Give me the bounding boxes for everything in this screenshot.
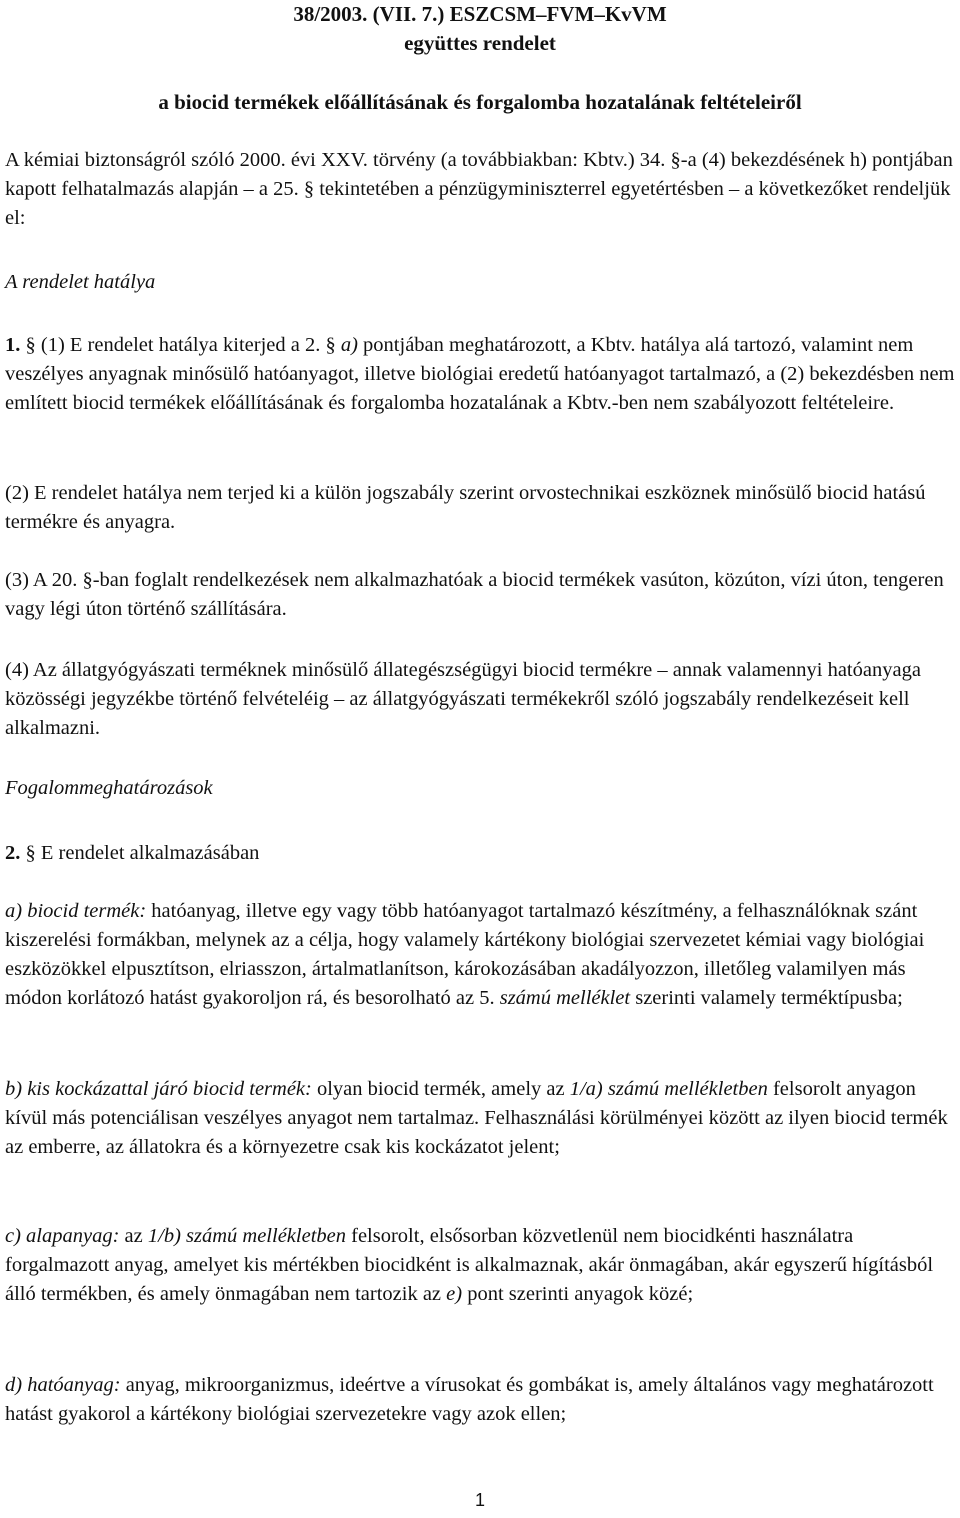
paragraph-1-1 [5,331,955,418]
definition-text: felsorolt, elsősorban közvetlenül nem biocidkénti használatra forgalmazott anyag, amelyet kis mértékben biocidként is alkalmaznak, akár önmagában, akár egyszerű hígításból álló termékben, és amely önmagában nem tartozik az [5,1225,934,1305]
text: § (1) E rendelet hatálya kiterjed a 2. § [20,334,341,356]
section-number: 2. [5,842,21,864]
definition-term: d) hatóanyag: [5,1374,121,1396]
reference: 1/a) számú mellékletben [569,1078,768,1100]
page-number: 1 [474,1490,485,1510]
decree-type: együttes rendelet [404,31,556,55]
definition-b [5,1075,955,1162]
preamble: A kémiai biztonságról szóló 2000. évi XXV. törvény (a továbbiakban: Kbtv.) 34. §-a (4) bekezdésének h) pontjában kapott felhatalmazás alapján – a 25. § tekintetében a pénzügyminiszterrel egyetértésben – a következőket rendeljük el: [5,149,953,229]
definition-term: b) kis kockázattal járó biocid termék: [5,1078,312,1100]
definition-text: az [119,1225,148,1247]
definition-text: pont szerinti anyagok közé; [462,1283,694,1305]
definition-d [5,1371,955,1429]
definition-term: c) alapanyag: [5,1225,120,1247]
definition-text: olyan biocid termék, amely az [311,1078,570,1100]
paragraph-2-intro [5,839,955,868]
definition-text: hatóanyag, illetve egy vagy több hatóanyagot tartalmazó készítmény, a felhasználóknak szánt kiszerelési formákban, melynek az a célja, hogy valamely kártékony biológiai szervezetet kémiai vagy biológiai eszközökkel elpusztítson, elriasszon, ártalmatlanítson, károkozásában akadályozzon, illetőleg valamilyen más módon korlátozó hatást gyakoroljon rá, és besorolható az 5. [5,900,925,1009]
paragraph-1-4: (4) Az állatgyógyászati terméknek minősülő állategészségügyi biocid termékre – annak valamennyi hatóanyaga közösségi jegyzékbe történő felvételéig – az állatgyógyászati termékekről szóló jogszabály rendelkezéseit kell alkalmazni. [5,659,921,739]
reference: a) [340,334,358,356]
decree-title: a biocid termékek előállításának és forgalomba hozatalának feltételeiről [158,90,802,114]
text: § E rendelet alkalmazásában [20,842,260,864]
definition-term: a) biocid termék: [5,900,147,922]
section-number: 1. [5,334,21,356]
definition-a [5,897,955,1013]
text: pontjában meghatározott, a Kbtv. hatálya alá tartozó, valamint nem veszélyes anyagnak minősülő hatóanyagot, illetve biológiai eredetű hatóanyagot tartalmazó, a (2) bekezdésben nem említett biocid termékek előállításának és forgalomba hozatalának a Kbtv.-ben nem szabályozott feltételeire. [5,334,955,414]
decree-number: 38/2003. (VII. 7.) ESZCSM–FVM–KvVM [293,2,667,26]
reference: számú melléklet [499,987,631,1009]
definition-text: szerinti valamely terméktípusba; [630,987,903,1009]
reference: 1/b) számú mellékletben [147,1225,346,1247]
section-heading-definitions: Fogalommeghatározások [5,777,213,799]
definition-text: anyag, mikroorganizmus, ideértve a vírusokat és gombákat is, amely általános vagy meghatározott hatást gyakorol a kártékony biológiai szervezetekre vagy azok ellen; [5,1374,934,1425]
definition-text: felsorolt anyagon kívül más potenciálisan veszélyes anyagot nem tartalmaz. Felhasználási körülményei között az ilyen biocid termék az emberre, az állatokra és a környezetre csak kis kockázatot jelent; [5,1078,948,1158]
section-heading-scope: A rendelet hatálya [5,271,156,293]
reference: e) [446,1283,463,1305]
paragraph-1-3: (3) A 20. §-ban foglalt rendelkezések nem alkalmazhatóak a biocid termékek vasúton, közúton, vízi úton, tengeren vagy légi úton történő szállítására. [5,569,944,620]
paragraph-1-2: (2) E rendelet hatálya nem terjed ki a külön jogszabály szerint orvostechnikai eszköznek minősülő biocid hatású termékre és anyagra. [5,482,926,533]
definition-c [5,1222,955,1309]
